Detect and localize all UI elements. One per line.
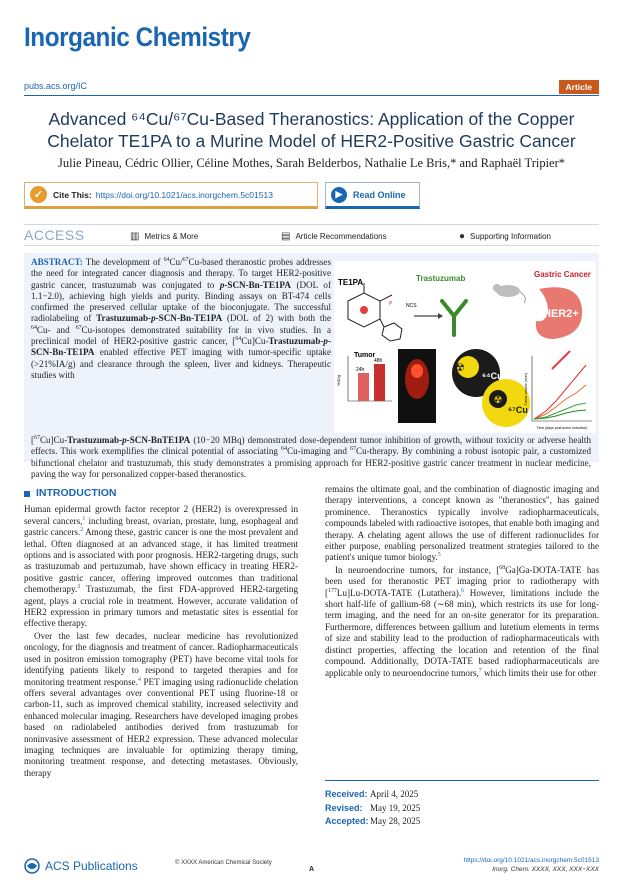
svg-text:%ID/g: %ID/g — [336, 375, 341, 386]
acs-logo-icon — [24, 858, 40, 874]
left-column — [24, 488, 298, 780]
intro-paragraph-2: Over the last few decades, nuclear medicine has revolutionized oncology, for the diagnosis and treatment of cancer. Radiopharmaceuticals used in positron emission tomography (PET) have become vital tools for identifying patients likely to respond to targeted therapies and for monitoring treatment response.$^4$ PET imaging using radionuclide chelation offers several advantages over conventional PET using fluorine-18 or carbon-11, such as improved chemical stability, increased selectivity and enhanced molecular imaging. Researchers have developed imaging probes based on radiolabeled antibodies derived from trastuzumab for noninvasive assessment of HER2 expression. These advanced molecular imaging techniques are invaluable for optimizing therapy timing, monitoring treatment response, and detecting metastases. Obviously, therapy — [24, 630, 298, 778]
copyright: © XXXX American Chemical Society — [175, 860, 272, 866]
read-online-button[interactable] — [325, 182, 420, 209]
svg-text:Time (days post tumor inductio: Time (days post tumor induction) — [536, 426, 588, 430]
svg-text:P: P — [389, 301, 393, 307]
abstract-text: ABSTRACT: The development of $^{64}$Cu/$^{67}$Cu-based theranostic probes addresses the need for integrated cancer diagnosis and therapy. To target HER2-positive gastric cancer, trastuzumab was conjugated to p-SCN-Bn-TE1PA (DOL of 1.1−2.0), achieving high yields and purity. Binding assays on BT-474 cells confirmed the preserved cellular uptake of the bioconjugate. The successful radiolabeling of Trastuzumab-p-SCN-Bn-TE1PA (DOL of 2) with both the $^{64}$Cu- and $^{67}$Cu-isotopes demonstrated suitability for in vivo studies. In a preclinical model of HER2-positive gastric cancer, [$^{64}$Cu]Cu-Trastuzumab-p-SCN-Bn-TE1PA enabled effective PET imaging with tumor-specific uptake (>21%IA/g) and clearance through the spleen, liver and kidneys. Therapeutic studies with — [31, 256, 331, 380]
her2-label: HER2+ — [543, 308, 579, 320]
revised-date: May 19, 2025 — [370, 802, 421, 813]
abstract-text-continued: [$^{67}$Cu]Cu-Trastuzumab-p-SCN-BnTE1PA (10−20 MBq) demonstrated dose-dependent tumor inhibition of growth, without toxicity or adverse health effects. This work exemplifies the clinical potential of associating $^{64}$Cu-imaging and $^{67}$Cu-therapy. By combining a robust isotopic pair, a customized bifunctional chelator and trastuzumab, this study demonstrates a promising approach for HER2-positive gastric cancer treatment in nuclear medicine, paving the way for personalized copper-based theranostics. — [31, 434, 591, 479]
gastric-label: Gastric Cancer — [534, 270, 591, 279]
access-label: ACCESS — [24, 227, 85, 243]
cu67-label: ⁶⁷Cu — [508, 405, 528, 415]
read-online-label: Read Online — [353, 189, 406, 200]
publisher-label: ACS Publications — [45, 859, 138, 873]
abstract-graphic — [334, 261, 596, 433]
supporting-info-link[interactable] — [459, 231, 551, 242]
svg-text:24h: 24h — [356, 367, 365, 373]
abstract-label: ABSTRACT: — [31, 257, 83, 267]
journal-url[interactable]: pubs.acs.org/IC — [24, 81, 88, 91]
article-title: Advanced ⁶⁴Cu/⁶⁷Cu-Based Theranostics: Application of the Copper Chelator TE1PA to a Murine Model of HER2-Positive Gastric Cancer — [47, 109, 576, 151]
supporting-info-icon: ● — [459, 231, 466, 242]
access-bar — [24, 224, 599, 246]
svg-text:Tumor volume (mm³): Tumor volume (mm³) — [524, 372, 528, 406]
te1pa-label: TE1PA — [338, 278, 364, 287]
revised-label: Revised: — [325, 802, 363, 813]
cu67-radiation-icon — [482, 379, 530, 427]
metrics-link[interactable] — [130, 231, 198, 242]
dates-box — [325, 780, 599, 829]
abstract-box — [24, 253, 599, 479]
right-column — [325, 484, 599, 680]
intro-heading — [24, 488, 298, 499]
cite-label: Cite This: — [53, 189, 92, 200]
supporting-label: Supporting Information — [470, 232, 551, 241]
cite-doi-link[interactable]: https://doi.org/10.1021/acs.inorgchem.5c01513 — [95, 189, 273, 200]
metrics-label: Metrics & More — [144, 232, 199, 241]
intro-paragraph-3: remains the ultimate goal, and the combination of diagnostic imaging and therapy interventions, a concept known as "theranostics", has gained prominence. Theranostics typically involve radiopharmaceuticals, compounds labeled with radioactive isotopes, that enable both imaging and therapy. A chelating agent allows the use of different radionuclides for either purpose, enabling personalized treatment strategies tailored to the patient's unique tumor biology.$^5$ — [325, 484, 599, 563]
footer-doi-link[interactable]: https://doi.org/10.1021/acs.inorgchem.5c01513 — [463, 857, 599, 864]
bar-chart-icon: ▥ — [130, 231, 140, 242]
intro-paragraph-4: In neuroendocrine tumors, for instance, [$^{68}$Ga]Ga-DOTA-TATE has been used for theranostic PET imaging prior to radiotherapy with [$^{177}$Lu]Lu-DOTA-TATE (Lutathera).$^6$ However, limitations include the short half-life of gallium-68 (∼68 min), which restricts its use for long-term imaging, and the need for an on-site generator for its preparation. Furthermore, differences between gallium and lutetium elements in terms of size and stability lead to the production of radiopharmaceuticals with distinct properties, affecting the location and retention of the final compound. Additionally, DOTA-TATE based radiopharmaceuticals are applicable only to neuroendocrine tumors,$^7$ which limits their use for other — [325, 564, 600, 678]
recommendations-link[interactable] — [281, 231, 387, 242]
check-icon: ✓ — [30, 186, 47, 203]
svg-text:48h: 48h — [374, 358, 383, 364]
accepted-label: Accepted: — [325, 816, 369, 826]
acs-publications-logo[interactable] — [24, 858, 138, 874]
accepted-date: May 28, 2025 — [370, 816, 421, 826]
cite-this-box[interactable] — [24, 182, 318, 209]
received-label: Received: — [325, 789, 368, 799]
recommendations-label: Article Recommendations — [295, 232, 387, 241]
svg-text:NCS: NCS — [406, 303, 417, 309]
svg-text:☢: ☢ — [493, 395, 503, 406]
cu64-label: ⁶⁴Cu — [482, 371, 503, 381]
article-type-badge: Article — [559, 80, 599, 94]
header-rule — [24, 95, 599, 96]
svg-text:☢: ☢ — [455, 362, 465, 374]
received-date: April 4, 2025 — [370, 789, 419, 799]
footer-journal-citation: Inorg. Chem. XXXX, XXX, XXX−XXX — [492, 866, 599, 873]
intro-heading-label: INTRODUCTION — [36, 487, 117, 499]
intro-paragraph-1: Human epidermal growth factor receptor 2 (HER2) is overexpressed in several cancers,$^1$ including breast, ovarian, prostate, lung, esophageal and gastric cancers.$^2$ Among these, gastric cancer is one the most prevalent and lethal. Often diagnosed at an advanced stage, it has limited treatment options and is associated with poor prognosis. HER2-targeting drugs, such as trastuzumab and pertuzumab, have shown efficacy in treating HER2-positive gastric cancer, offering improved outcomes than traditional chemotherapy.$^3$ Trastuzumab, the first FDA-approved HER2-targeting agent, plays a crucial role in treatment. However, accurate validation of HER2 expression in primary tumors and metastatic sites is essential for effective therapy. — [24, 504, 299, 629]
document-icon: ▤ — [281, 231, 291, 242]
author-list: Julie Pineau, Cédric Ollier, Céline Mothes, Sarah Belderbos, Nathalie Le Bris,* and Raphaël Tripier* — [57, 156, 566, 170]
trastuzumab-label: Trastuzumab — [416, 274, 466, 283]
read-online-icon: ▶ — [331, 187, 347, 203]
journal-title: Inorganic Chemistry — [24, 22, 251, 52]
footer-citation — [463, 856, 599, 874]
page-number: A — [309, 866, 315, 873]
section-bullet-icon — [24, 491, 30, 497]
tumor-label: Tumor — [354, 352, 376, 359]
